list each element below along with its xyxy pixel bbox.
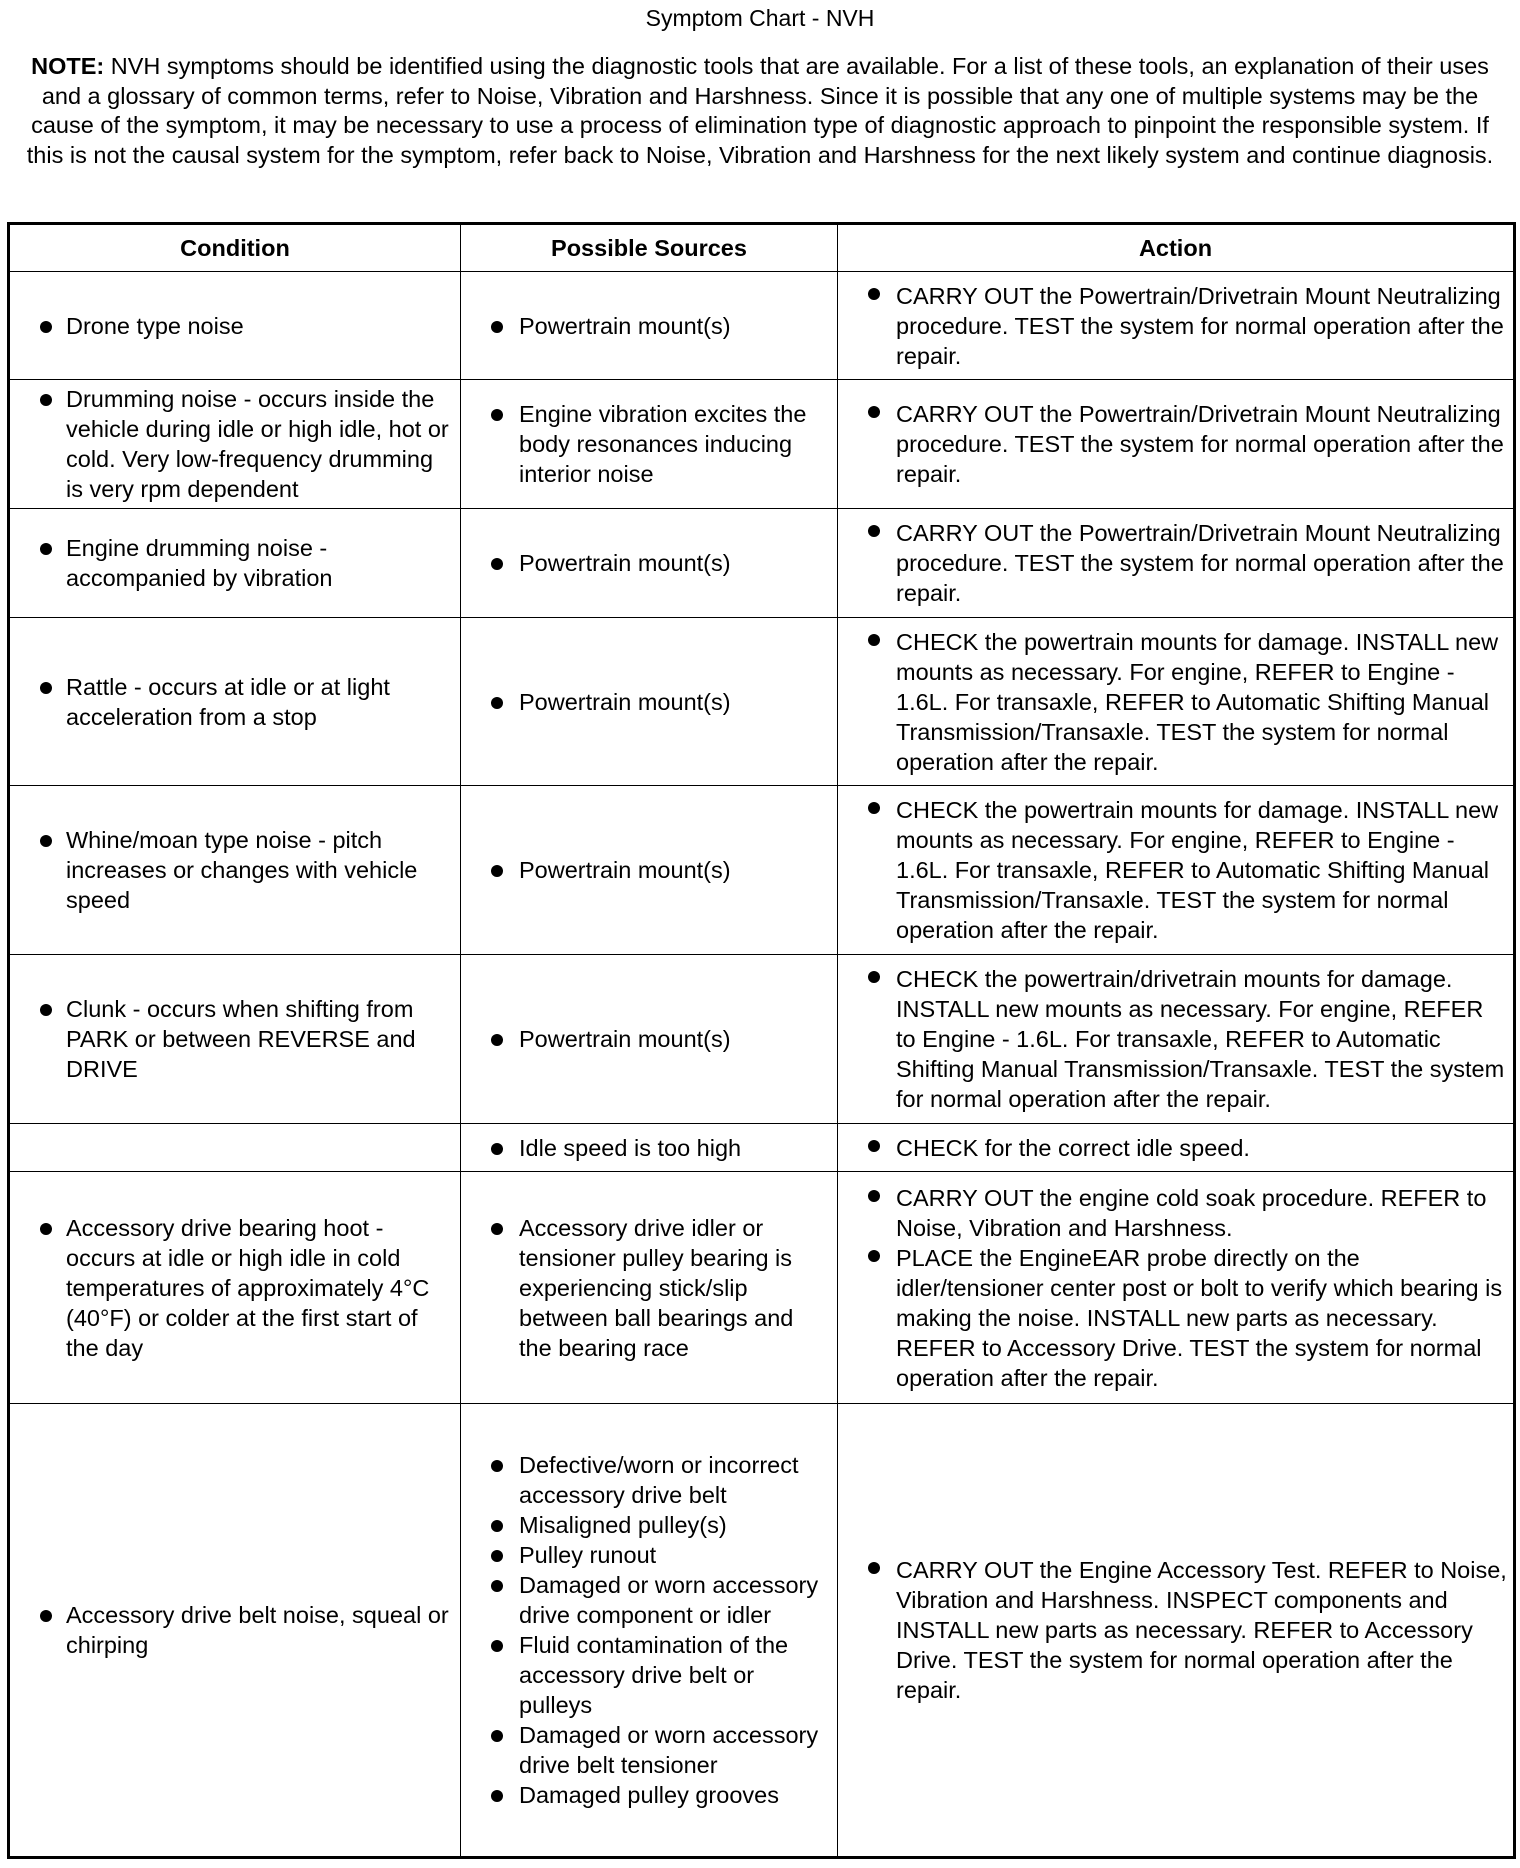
- condition-list: [18, 825, 454, 915]
- action-cell: [838, 1172, 1515, 1404]
- table-row: [9, 786, 1515, 955]
- sources-list: [469, 1133, 831, 1163]
- header-action: Action: [838, 224, 1515, 272]
- condition-list: [18, 384, 454, 504]
- action-item: CARRY OUT the Powertrain/Drivetrain Mount Neutralizing procedure. TEST the system for normal operation after the repair.: [846, 281, 1507, 371]
- sources-cell: [461, 955, 838, 1124]
- table-row: [9, 272, 1515, 380]
- condition-item: Drone type noise: [18, 311, 454, 341]
- action-list: [846, 518, 1507, 608]
- sources-cell: [461, 380, 838, 509]
- table-row: [9, 1172, 1515, 1404]
- action-cell: [838, 272, 1515, 380]
- sources-item: Misaligned pulley(s): [469, 1510, 831, 1540]
- condition-list: [18, 672, 454, 732]
- sources-item: Powertrain mount(s): [469, 311, 831, 341]
- sources-cell: [461, 1124, 838, 1172]
- action-list: [846, 795, 1507, 945]
- action-list: [846, 964, 1507, 1114]
- sources-item: Defective/worn or incorrect accessory drive belt: [469, 1450, 831, 1510]
- sources-list: [469, 855, 831, 885]
- action-cell: [838, 1404, 1515, 1858]
- action-cell: [838, 618, 1515, 786]
- sources-list: [469, 1213, 831, 1363]
- action-item: CHECK the powertrain/drivetrain mounts for damage. INSTALL new mounts as necessary. For engine, REFER to Engine - 1.6L. For transaxle, REFER to Automatic Shifting Manual Transmission/Transaxle. TEST the system for normal operation after the repair.: [846, 964, 1507, 1114]
- condition-item: Engine drumming noise - accompanied by vibration: [18, 533, 454, 593]
- sources-item: Powertrain mount(s): [469, 1024, 831, 1054]
- action-cell: [838, 509, 1515, 618]
- condition-list: [18, 1600, 454, 1660]
- sources-item: Powertrain mount(s): [469, 548, 831, 578]
- action-list: [846, 1183, 1507, 1393]
- sources-list: [469, 311, 831, 341]
- sources-cell: [461, 618, 838, 786]
- table-body: [9, 272, 1515, 1858]
- sources-list: [469, 687, 831, 717]
- condition-cell: [9, 955, 461, 1124]
- action-item: CARRY OUT the Engine Accessory Test. REFER to Noise, Vibration and Harshness. INSPECT components and INSTALL new parts as necessary. REFER to Accessory Drive. TEST the system for normal operation after the repair.: [846, 1555, 1507, 1705]
- sources-item: Damaged or worn accessory drive component or idler: [469, 1570, 831, 1630]
- condition-cell: [9, 272, 461, 380]
- sources-list: [469, 1024, 831, 1054]
- symptom-chart-table: [7, 222, 1516, 1859]
- sources-cell: [461, 786, 838, 955]
- condition-cell: [9, 618, 461, 786]
- sources-list: [469, 399, 831, 489]
- sources-item: Engine vibration excites the body resonances inducing interior noise: [469, 399, 831, 489]
- condition-cell: [9, 1172, 461, 1404]
- sources-cell: [461, 509, 838, 618]
- condition-cell: [9, 1124, 461, 1172]
- action-item: CHECK for the correct idle speed.: [846, 1133, 1507, 1163]
- action-cell: [838, 786, 1515, 955]
- condition-item: Accessory drive belt noise, squeal or chirping: [18, 1600, 454, 1660]
- action-list: [846, 627, 1507, 777]
- page-title: Symptom Chart - NVH: [645, 5, 875, 31]
- condition-cell: [9, 380, 461, 509]
- condition-item: Drumming noise - occurs inside the vehicle during idle or high idle, hot or cold. Very low-frequency drumming is very rpm dependent: [18, 384, 454, 504]
- action-list: [846, 399, 1507, 489]
- note-label: NOTE:: [31, 53, 105, 79]
- action-list: [846, 1133, 1507, 1163]
- sources-item: Powertrain mount(s): [469, 687, 831, 717]
- table-row: [9, 955, 1515, 1124]
- sources-cell: [461, 272, 838, 380]
- sources-item: Idle speed is too high: [469, 1133, 831, 1163]
- header-possible-sources: Possible Sources: [461, 224, 838, 272]
- condition-list: [18, 533, 454, 593]
- condition-cell: [9, 1404, 461, 1858]
- sources-item: Damaged pulley grooves: [469, 1780, 831, 1810]
- table-header-row: [9, 224, 1515, 272]
- sources-item: Pulley runout: [469, 1540, 831, 1570]
- condition-item: Accessory drive bearing hoot - occurs at idle or high idle in cold temperatures of approximately 4°C (40°F) or colder at the first start of the day: [18, 1213, 454, 1363]
- condition-cell: [9, 786, 461, 955]
- condition-list: [18, 1213, 454, 1363]
- action-cell: [838, 380, 1515, 509]
- condition-list: [18, 311, 454, 341]
- sources-item: Powertrain mount(s): [469, 855, 831, 885]
- table-row: [9, 1124, 1515, 1172]
- action-item: CARRY OUT the Powertrain/Drivetrain Mount Neutralizing procedure. TEST the system for normal operation after the repair.: [846, 399, 1507, 489]
- action-list: [846, 281, 1507, 371]
- sources-item: Accessory drive idler or tensioner pulley bearing is experiencing stick/slip between ball bearings and the bearing race: [469, 1213, 831, 1363]
- sources-cell: [461, 1404, 838, 1858]
- action-item: CHECK the powertrain mounts for damage. INSTALL new mounts as necessary. For engine, REFER to Engine - 1.6L. For transaxle, REFER to Automatic Shifting Manual Transmission/Transaxle. TEST the system for normal operation after the repair.: [846, 627, 1507, 777]
- condition-item: Clunk - occurs when shifting from PARK or between REVERSE and DRIVE: [18, 994, 454, 1084]
- action-list: [846, 1555, 1507, 1705]
- sources-item: Fluid contamination of the accessory drive belt or pulleys: [469, 1630, 831, 1720]
- sources-list: [469, 548, 831, 578]
- action-item: CARRY OUT the engine cold soak procedure. REFER to Noise, Vibration and Harshness.: [846, 1183, 1507, 1243]
- condition-item: Whine/moan type noise - pitch increases or changes with vehicle speed: [18, 825, 454, 915]
- condition-cell: [9, 509, 461, 618]
- note-text: NVH symptoms should be identified using the diagnostic tools that are available. For a list of these tools, an explanation of their uses and a glossary of common terms, refer to Noise, Vibration and Harshness. Since it is possible that any one of multiple systems may be the cause of the symptom, it may be necessary to use a process of elimination type of diagnostic approach to pinpoint the responsible system. If this is not the causal system for the symptom, refer back to Noise, Vibration and Harshness for the next likely system and continue diagnosis.: [26, 53, 1494, 168]
- condition-item: Rattle - occurs at idle or at light acceleration from a stop: [18, 672, 454, 732]
- header-condition: Condition: [9, 224, 461, 272]
- action-item: CHECK the powertrain mounts for damage. INSTALL new mounts as necessary. For engine, REFER to Engine - 1.6L. For transaxle, REFER to Automatic Shifting Manual Transmission/Transaxle. TEST the system for normal operation after the repair.: [846, 795, 1507, 945]
- note-paragraph: [10, 52, 1510, 170]
- table-row: [9, 1404, 1515, 1858]
- table-row: [9, 618, 1515, 786]
- table-row: [9, 380, 1515, 509]
- table-row: [9, 509, 1515, 618]
- sources-item: Damaged or worn accessory drive belt tensioner: [469, 1720, 831, 1780]
- action-item: PLACE the EngineEAR probe directly on the idler/tensioner center post or bolt to verify which bearing is making the noise. INSTALL new parts as necessary. REFER to Accessory Drive. TEST the system for normal operation after the repair.: [846, 1243, 1507, 1393]
- sources-cell: [461, 1172, 838, 1404]
- action-item: CARRY OUT the Powertrain/Drivetrain Mount Neutralizing procedure. TEST the system for normal operation after the repair.: [846, 518, 1507, 608]
- action-cell: [838, 955, 1515, 1124]
- sources-list: [469, 1450, 831, 1810]
- condition-list: [18, 994, 454, 1084]
- action-cell: [838, 1124, 1515, 1172]
